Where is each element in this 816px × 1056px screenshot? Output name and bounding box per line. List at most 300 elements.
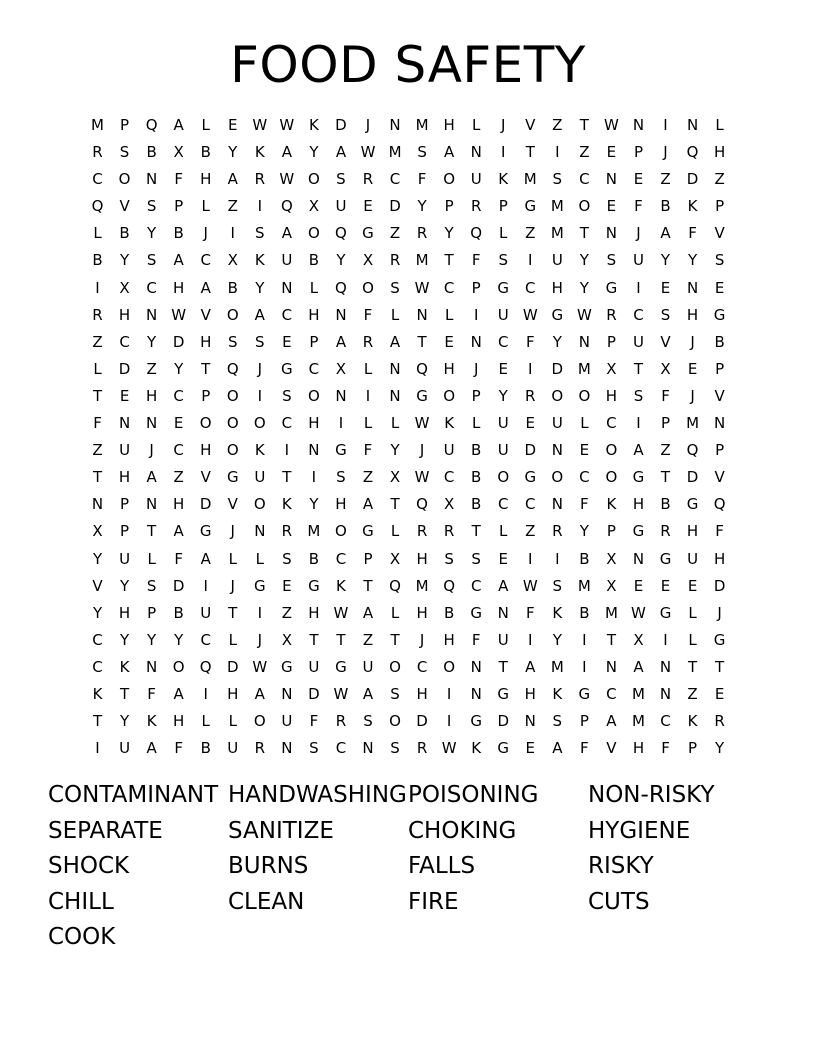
grid-letter[interactable]: N (470, 143, 482, 162)
grid-letter[interactable]: X (227, 251, 238, 270)
grid-letter[interactable]: B (660, 495, 671, 514)
grid-letter[interactable]: H (443, 116, 455, 134)
grid-letter[interactable]: C (497, 495, 509, 514)
grid-letter[interactable]: N (632, 549, 645, 568)
grid-letter[interactable]: X (606, 549, 617, 568)
grid-letter[interactable]: U (308, 657, 320, 676)
grid-letter[interactable]: H (173, 712, 185, 731)
grid-letter[interactable]: N (578, 332, 590, 351)
grid-letter[interactable]: O (226, 305, 239, 324)
grid-letter[interactable]: H (632, 495, 645, 514)
grid-letter[interactable]: N (713, 414, 726, 433)
grid-letter[interactable]: A (498, 576, 509, 595)
grid-letter[interactable]: V (660, 332, 671, 351)
grid-letter[interactable]: D (686, 170, 699, 189)
grid-letter[interactable]: C (606, 414, 617, 433)
grid-letter[interactable]: M (415, 251, 429, 270)
grid-letter[interactable]: U (632, 332, 644, 351)
grid-letter[interactable]: O (226, 386, 239, 405)
grid-letter[interactable]: A (173, 251, 184, 270)
grid-letter[interactable]: E (687, 576, 698, 595)
grid-letter[interactable]: N (146, 495, 158, 514)
grid-letter[interactable]: H (443, 630, 455, 649)
grid-letter[interactable]: R (254, 170, 266, 189)
grid-letter[interactable]: R (389, 251, 401, 270)
grid-letter[interactable]: T (579, 224, 589, 243)
grid-letter[interactable]: N (605, 657, 618, 676)
grid-letter[interactable]: O (551, 386, 564, 405)
grid-letter[interactable]: W (414, 414, 430, 433)
grid-letter[interactable]: Z (281, 603, 292, 622)
grid-letter[interactable]: D (416, 712, 428, 731)
grid-letter[interactable]: Q (443, 576, 456, 595)
grid-letter[interactable]: G (497, 684, 510, 703)
grid-letter[interactable]: E (633, 576, 644, 595)
grid-letter[interactable]: M (550, 197, 564, 216)
grid-letter[interactable]: W (441, 739, 457, 758)
grid-letter[interactable]: Y (174, 359, 184, 378)
grid-letter[interactable]: U (281, 712, 293, 731)
grid-letter[interactable]: C (416, 657, 428, 676)
grid-letter[interactable]: V (200, 305, 211, 324)
grid-letter[interactable]: D (199, 495, 212, 514)
grid-letter[interactable]: N (146, 657, 158, 676)
grid-letter[interactable]: Y (579, 278, 589, 297)
grid-letter[interactable]: S (390, 278, 400, 297)
grid-letter[interactable]: H (605, 386, 618, 405)
grid-letter[interactable]: H (145, 386, 158, 405)
grid-letter[interactable]: F (363, 441, 373, 460)
grid-letter[interactable]: K (254, 143, 265, 162)
grid-letter[interactable]: R (254, 739, 266, 758)
grid-letter[interactable]: P (120, 522, 130, 541)
grid-letter[interactable]: K (687, 712, 698, 731)
grid-letter[interactable]: M (415, 576, 429, 595)
grid-letter[interactable]: B (308, 549, 320, 568)
grid-letter[interactable]: G (470, 712, 482, 731)
grid-letter[interactable]: G (605, 278, 618, 297)
grid-letter[interactable]: Y (147, 332, 157, 351)
grid-letter[interactable]: R (362, 332, 374, 351)
grid-letter[interactable]: L (201, 197, 210, 216)
grid-letter[interactable]: L (228, 712, 237, 731)
grid-letter[interactable]: J (501, 116, 506, 134)
grid-letter[interactable]: I (636, 278, 641, 297)
grid-letter[interactable]: G (524, 468, 537, 487)
grid-letter[interactable]: K (471, 739, 482, 758)
grid-letter[interactable]: X (119, 278, 130, 297)
grid-letter[interactable]: F (174, 739, 183, 758)
grid-letter[interactable]: M (550, 224, 564, 243)
grid-letter[interactable]: L (228, 549, 237, 568)
grid-letter[interactable]: Y (660, 251, 671, 270)
grid-letter[interactable]: W (631, 603, 646, 622)
grid-letter[interactable]: O (199, 414, 212, 433)
grid-letter[interactable]: X (633, 630, 644, 649)
grid-letter[interactable]: Z (92, 441, 103, 460)
grid-letter[interactable]: L (472, 414, 481, 433)
grid-letter[interactable]: N (308, 441, 320, 460)
grid-letter[interactable]: A (173, 684, 184, 703)
grid-letter[interactable]: U (443, 441, 455, 460)
grid-letter[interactable]: P (579, 712, 589, 731)
grid-letter[interactable]: I (257, 603, 263, 622)
grid-letter[interactable]: W (414, 468, 430, 487)
grid-letter[interactable]: S (255, 332, 265, 351)
grid-letter[interactable]: L (390, 305, 400, 324)
grid-letter[interactable]: N (497, 603, 509, 622)
grid-letter[interactable]: I (528, 549, 533, 568)
grid-letter[interactable]: U (119, 739, 131, 758)
grid-letter[interactable]: C (119, 332, 130, 351)
grid-letter[interactable]: V (714, 386, 725, 405)
grid-letter[interactable]: B (200, 739, 211, 758)
grid-letter[interactable]: F (661, 386, 670, 405)
grid-letter[interactable]: Z (525, 522, 536, 541)
grid-letter[interactable]: O (389, 657, 401, 676)
grid-letter[interactable]: Z (687, 684, 698, 703)
grid-letter[interactable]: B (200, 143, 211, 162)
grid-letter[interactable]: J (149, 441, 154, 460)
grid-letter[interactable]: X (92, 522, 103, 541)
grid-letter[interactable]: U (687, 549, 699, 568)
grid-letter[interactable]: T (390, 630, 400, 649)
grid-letter[interactable]: E (633, 170, 644, 189)
grid-letter[interactable]: I (528, 359, 533, 378)
grid-letter[interactable]: H (200, 332, 212, 351)
grid-letter[interactable]: H (713, 143, 726, 162)
grid-letter[interactable]: T (390, 495, 400, 514)
grid-letter[interactable]: N (91, 495, 104, 514)
grid-letter[interactable]: H (173, 495, 185, 514)
grid-letter[interactable]: U (551, 414, 563, 433)
grid-letter[interactable]: H (713, 549, 726, 568)
grid-letter[interactable]: I (663, 630, 668, 649)
grid-letter[interactable]: U (281, 251, 293, 270)
grid-letter[interactable]: W (414, 278, 430, 297)
grid-letter[interactable]: I (501, 143, 506, 162)
grid-letter[interactable]: F (147, 684, 156, 703)
grid-letter[interactable]: A (633, 657, 644, 676)
grid-letter[interactable]: C (308, 359, 320, 378)
grid-letter[interactable]: W (333, 684, 349, 703)
grid-letter[interactable]: G (308, 576, 320, 595)
grid-letter[interactable]: J (473, 359, 479, 378)
grid-letter[interactable]: F (580, 495, 589, 514)
grid-letter[interactable]: S (390, 739, 400, 758)
grid-letter[interactable]: A (362, 603, 374, 622)
grid-letter[interactable]: W (279, 116, 295, 134)
grid-letter[interactable]: U (227, 739, 239, 758)
grid-letter[interactable]: H (308, 414, 320, 433)
grid-letter[interactable]: V (200, 468, 211, 487)
grid-letter[interactable]: Y (119, 576, 130, 595)
grid-letter[interactable]: G (335, 657, 347, 676)
grid-letter[interactable]: N (605, 170, 618, 189)
grid-letter[interactable]: A (281, 143, 292, 162)
grid-letter[interactable]: T (282, 468, 292, 487)
grid-letter[interactable]: E (579, 441, 590, 460)
grid-letter[interactable]: W (279, 170, 295, 189)
grid-letter[interactable]: M (686, 414, 700, 433)
grid-letter[interactable]: S (119, 143, 130, 162)
grid-letter[interactable]: N (335, 386, 347, 405)
grid-letter[interactable]: N (362, 739, 374, 758)
grid-letter[interactable]: I (257, 386, 263, 405)
grid-letter[interactable]: B (471, 468, 482, 487)
grid-letter[interactable]: Z (579, 143, 590, 162)
grid-letter[interactable]: J (690, 386, 695, 405)
grid-letter[interactable]: G (497, 739, 510, 758)
grid-letter[interactable]: T (336, 630, 346, 649)
grid-letter[interactable]: T (687, 657, 698, 676)
grid-letter[interactable]: S (309, 739, 319, 758)
grid-letter[interactable]: L (201, 116, 210, 134)
grid-letter[interactable]: P (606, 332, 616, 351)
grid-letter[interactable]: G (416, 386, 428, 405)
grid-letter[interactable]: M (577, 576, 591, 595)
grid-letter[interactable]: Y (390, 441, 400, 460)
grid-letter[interactable]: O (253, 712, 266, 731)
grid-letter[interactable]: C (335, 549, 347, 568)
grid-letter[interactable]: E (444, 332, 454, 351)
grid-letter[interactable]: B (471, 441, 482, 460)
grid-letter[interactable]: O (578, 386, 591, 405)
grid-letter[interactable]: E (282, 576, 292, 595)
grid-letter[interactable]: S (660, 305, 671, 324)
grid-letter[interactable]: F (471, 251, 481, 270)
grid-letter[interactable]: W (360, 143, 376, 162)
grid-letter[interactable]: T (471, 522, 481, 541)
grid-letter[interactable]: F (93, 414, 102, 433)
grid-letter[interactable]: Y (444, 224, 454, 243)
grid-letter[interactable]: Q (470, 224, 483, 243)
grid-letter[interactable]: W (603, 116, 619, 134)
grid-letter[interactable]: L (363, 414, 373, 433)
grid-letter[interactable]: O (443, 170, 456, 189)
grid-letter[interactable]: R (92, 143, 103, 162)
grid-letter[interactable]: Y (309, 495, 319, 514)
grid-letter[interactable]: S (146, 576, 157, 595)
grid-letter[interactable]: L (688, 630, 697, 649)
grid-letter[interactable]: G (632, 468, 645, 487)
grid-letter[interactable]: Y (147, 630, 157, 649)
grid-letter[interactable]: F (471, 630, 481, 649)
grid-letter[interactable]: R (416, 224, 428, 243)
grid-letter[interactable]: K (119, 657, 130, 676)
grid-letter[interactable]: A (254, 684, 265, 703)
grid-letter[interactable]: O (307, 224, 320, 243)
grid-letter[interactable]: R (660, 522, 671, 541)
grid-letter[interactable]: F (688, 224, 697, 243)
grid-letter[interactable]: X (443, 495, 455, 514)
grid-letter[interactable]: U (551, 251, 563, 270)
grid-letter[interactable]: F (174, 549, 183, 568)
grid-letter[interactable]: E (498, 549, 508, 568)
grid-letter[interactable]: O (253, 495, 266, 514)
grid-letter[interactable]: C (92, 170, 103, 189)
grid-letter[interactable]: N (524, 712, 536, 731)
grid-letter[interactable]: V (92, 576, 103, 595)
grid-letter[interactable]: N (146, 305, 158, 324)
grid-letter[interactable]: N (389, 116, 401, 134)
grid-letter[interactable]: Q (416, 359, 428, 378)
grid-letter[interactable]: E (525, 739, 536, 758)
grid-letter[interactable]: H (443, 359, 455, 378)
grid-letter[interactable]: U (470, 170, 482, 189)
grid-letter[interactable]: T (228, 603, 238, 622)
grid-letter[interactable]: P (688, 739, 698, 758)
grid-letter[interactable]: Y (119, 251, 130, 270)
grid-letter[interactable]: O (605, 468, 618, 487)
grid-letter[interactable]: T (92, 386, 103, 405)
grid-letter[interactable]: M (388, 143, 402, 162)
grid-letter[interactable]: E (119, 386, 130, 405)
grid-letter[interactable]: K (254, 251, 265, 270)
grid-letter[interactable]: G (281, 359, 293, 378)
grid-letter[interactable]: W (522, 576, 538, 595)
grid-letter[interactable]: L (499, 522, 508, 541)
grid-letter[interactable]: C (606, 684, 617, 703)
grid-letter[interactable]: Y (92, 603, 103, 622)
grid-letter[interactable]: D (686, 468, 699, 487)
grid-letter[interactable]: O (307, 170, 320, 189)
grid-letter[interactable]: A (173, 116, 184, 134)
grid-letter[interactable]: M (604, 603, 618, 622)
grid-letter[interactable]: T (309, 630, 319, 649)
grid-letter[interactable]: V (525, 116, 536, 134)
grid-letter[interactable]: N (389, 359, 401, 378)
grid-letter[interactable]: P (633, 143, 643, 162)
grid-letter[interactable]: C (525, 278, 536, 297)
grid-letter[interactable]: C (92, 630, 103, 649)
grid-letter[interactable]: H (173, 278, 185, 297)
grid-letter[interactable]: P (174, 197, 184, 216)
grid-letter[interactable]: N (686, 116, 699, 134)
grid-letter[interactable]: T (92, 712, 103, 731)
grid-letter[interactable]: Z (92, 332, 103, 351)
grid-letter[interactable]: A (227, 170, 238, 189)
grid-letter[interactable]: S (255, 224, 265, 243)
grid-letter[interactable]: G (551, 305, 564, 324)
grid-letter[interactable]: J (257, 359, 263, 378)
grid-letter[interactable]: U (335, 197, 347, 216)
grid-letter[interactable]: P (120, 495, 130, 514)
grid-letter[interactable]: T (147, 522, 157, 541)
grid-letter[interactable]: V (606, 739, 617, 758)
grid-letter[interactable]: M (550, 657, 564, 676)
grid-letter[interactable]: O (443, 657, 456, 676)
grid-letter[interactable]: D (389, 197, 401, 216)
grid-letter[interactable]: N (281, 684, 293, 703)
grid-letter[interactable]: T (715, 657, 725, 676)
grid-letter[interactable]: O (551, 468, 564, 487)
grid-letter[interactable]: N (146, 414, 158, 433)
grid-letter[interactable]: U (497, 630, 509, 649)
grid-letter[interactable]: C (497, 332, 509, 351)
grid-letter[interactable]: W (252, 657, 268, 676)
grid-letter[interactable]: R (443, 522, 455, 541)
grid-letter[interactable]: H (227, 684, 239, 703)
grid-letter[interactable]: A (173, 522, 184, 541)
grid-letter[interactable]: A (389, 332, 401, 351)
grid-letter[interactable]: I (555, 549, 560, 568)
grid-letter[interactable]: V (119, 197, 130, 216)
grid-letter[interactable]: A (200, 278, 211, 297)
grid-letter[interactable]: N (389, 386, 401, 405)
grid-letter[interactable]: S (363, 712, 373, 731)
grid-letter[interactable]: I (582, 630, 587, 649)
grid-letter[interactable]: G (362, 224, 374, 243)
grid-letter[interactable]: L (390, 603, 400, 622)
grid-letter[interactable]: G (281, 657, 293, 676)
grid-letter[interactable]: Q (335, 278, 347, 297)
grid-letter[interactable]: T (633, 359, 644, 378)
grid-letter[interactable]: S (146, 197, 157, 216)
grid-letter[interactable]: G (686, 495, 699, 514)
grid-letter[interactable]: E (498, 359, 508, 378)
grid-letter[interactable]: O (362, 278, 374, 297)
grid-letter[interactable]: T (606, 630, 616, 649)
grid-letter[interactable]: Y (417, 197, 427, 216)
grid-letter[interactable]: O (307, 386, 320, 405)
grid-letter[interactable]: T (92, 468, 103, 487)
grid-letter[interactable]: O (118, 170, 131, 189)
grid-letter[interactable]: N (146, 170, 158, 189)
grid-letter[interactable]: Z (552, 116, 563, 134)
grid-letter[interactable]: Q (199, 657, 212, 676)
grid-letter[interactable]: F (309, 712, 319, 731)
grid-letter[interactable]: C (335, 739, 347, 758)
grid-letter[interactable]: B (471, 495, 482, 514)
grid-letter[interactable]: V (714, 468, 725, 487)
grid-letter[interactable]: O (443, 386, 456, 405)
grid-letter[interactable]: G (632, 522, 645, 541)
grid-letter[interactable]: Y (579, 251, 589, 270)
grid-letter[interactable]: B (173, 224, 184, 243)
grid-letter[interactable]: P (660, 414, 671, 433)
grid-letter[interactable]: L (309, 278, 319, 297)
grid-letter[interactable]: K (146, 712, 157, 731)
grid-letter[interactable]: D (118, 359, 131, 378)
grid-letter[interactable]: I (95, 739, 100, 758)
grid-letter[interactable]: S (227, 332, 238, 351)
grid-letter[interactable]: X (173, 143, 184, 162)
grid-letter[interactable]: E (606, 143, 617, 162)
grid-letter[interactable]: K (552, 684, 563, 703)
grid-letter[interactable]: S (498, 251, 508, 270)
grid-letter[interactable]: G (226, 468, 239, 487)
grid-letter[interactable]: Y (687, 251, 698, 270)
grid-letter[interactable]: K (498, 170, 509, 189)
grid-letter[interactable]: U (200, 603, 212, 622)
grid-letter[interactable]: H (686, 305, 699, 324)
grid-letter[interactable]: N (470, 684, 482, 703)
grid-letter[interactable]: P (715, 197, 725, 216)
grid-letter[interactable]: A (146, 468, 157, 487)
grid-letter[interactable]: F (715, 522, 724, 541)
grid-letter[interactable]: A (362, 684, 374, 703)
grid-letter[interactable]: N (551, 495, 563, 514)
grid-letter[interactable]: K (336, 576, 346, 595)
grid-letter[interactable]: C (389, 170, 401, 189)
grid-letter[interactable]: P (120, 116, 130, 134)
grid-letter[interactable]: Z (389, 224, 401, 243)
grid-letter[interactable]: S (390, 684, 400, 703)
grid-letter[interactable]: P (715, 359, 725, 378)
grid-letter[interactable]: G (199, 522, 212, 541)
grid-letter[interactable]: A (606, 712, 617, 731)
